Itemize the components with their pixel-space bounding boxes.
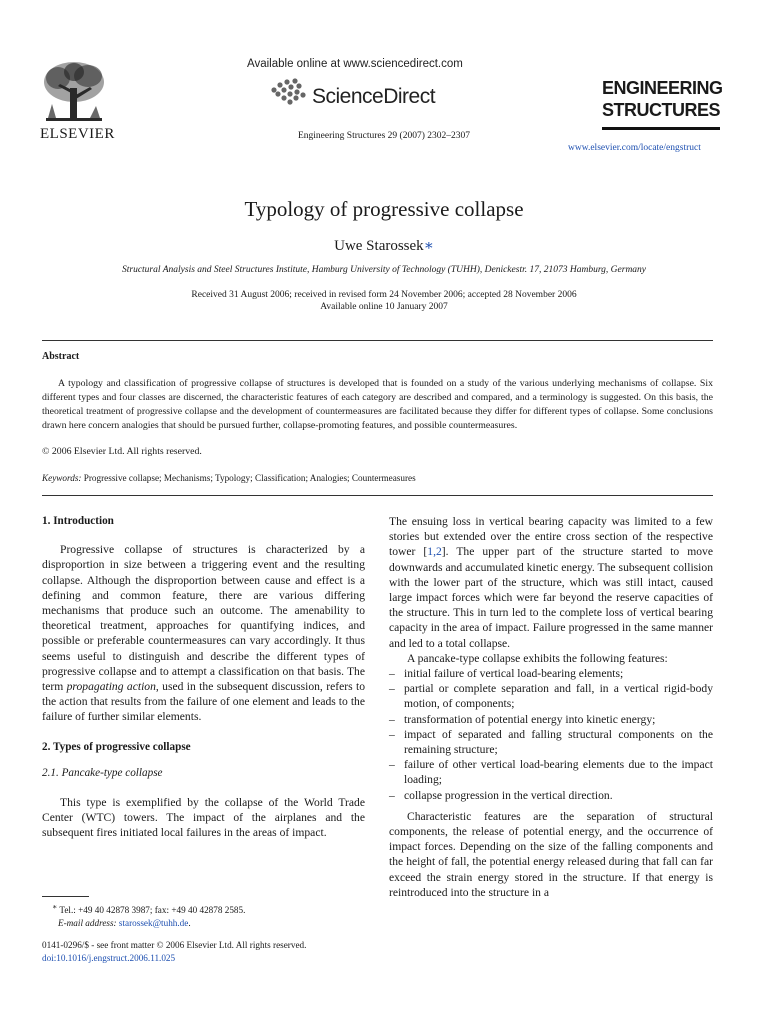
journal-logo-line1: ENGINEERING	[602, 78, 723, 98]
abstract-text	[42, 377, 713, 433]
elsevier-tree-logo	[38, 60, 110, 128]
footnote-rule	[42, 896, 89, 897]
intro-term: propagating action	[66, 680, 156, 694]
column-left	[42, 514, 365, 841]
article-title: Typology of progressive collapse	[244, 197, 524, 221]
features-intro: A pancake-type collapse exhibits the following features:	[407, 651, 668, 665]
list-item: – transformation of potential energy into kinetic energy;	[389, 712, 713, 727]
footnote-tel-text: Tel.: +49 40 42878 3987; fax: +49 40 42878 2585.	[59, 905, 246, 916]
keywords	[42, 473, 416, 483]
citation-link[interactable]: 1,2	[427, 545, 442, 559]
features-list	[389, 666, 713, 803]
email-label: E-mail address:	[58, 917, 117, 928]
footnote-email	[52, 917, 245, 930]
abstract-heading: Abstract	[42, 351, 80, 362]
keywords-list: Progressive collapse; Mechanisms; Typology; Classification; Analogies; Countermeasures	[83, 473, 416, 483]
list-item: – initial failure of vertical load-bearing elements;	[389, 666, 713, 681]
wtc-text-a: The ensuing loss in vertical bearing capacity was limited to a few stories but extended over the entire cross section of the respective tower [	[389, 515, 713, 559]
issn-line: 0141-0296/$ - see front matter © 2006 Elsevier Ltd. All rights reserved.	[42, 940, 307, 950]
page-footer	[42, 939, 306, 964]
footnote-tel	[52, 901, 245, 917]
pancake-intro-paragraph: This type is exemplified by the collapse of the World Trade Center (WTC) towers. The impact of the airplanes and the subsequent fires initiated local failures in the areas of impact.	[42, 796, 365, 840]
article-dates	[0, 289, 768, 313]
section-2-1-heading: 2.1. Pancake-type collapse	[42, 766, 163, 779]
footnote-mark: ∗	[52, 902, 58, 911]
footnote	[52, 901, 245, 929]
journal-logo	[602, 78, 723, 130]
doi-link[interactable]: doi:10.1016/j.engstruct.2006.11.025	[42, 952, 176, 963]
divider-bottom	[42, 495, 713, 496]
publisher-name: ELSEVIER	[40, 126, 115, 142]
available-online-text[interactable]: Available online at www.sciencedirect.com	[247, 58, 463, 70]
list-item: – failure of other vertical load-bearing elements due to the impact loading;	[389, 757, 713, 787]
list-item: – collapse progression in the vertical direction.	[389, 788, 713, 803]
received-dates: Received 31 August 2006; received in revised form 24 November 2006; accepted 28 November 2006	[191, 290, 577, 300]
intro-paragraph	[42, 542, 365, 724]
section-1-heading: 1. Introduction	[42, 515, 114, 527]
author-name: Uwe Starossek	[334, 238, 424, 254]
journal-url-link[interactable]: www.elsevier.com/locate/engstruct	[568, 143, 701, 153]
section-2-heading: 2. Types of progressive collapse	[42, 740, 191, 753]
list-item: – partial or complete separation and fall, in a vertical rigid-body motion, of components;	[389, 681, 713, 711]
column-right	[389, 514, 713, 900]
abstract-body: A typology and classification of progressive collapse of structures is developed that is founded on a study of the various underlying mechanisms of collapse. Six different types and four classes are discerned, the characteristic features of each category are described and compared, and a terminology is suggested. On this basis, the theoretical treatment of progressive collapse and the development of countermeasures are facilitated because they differ for different types of collapse. Some conclusions drawn here concern analogies that should be pursued further, collapse-promoting features, and possible countermeasures.	[42, 378, 713, 431]
sciencedirect-wordmark: ScienceDirect	[312, 85, 436, 108]
journal-citation: Engineering Structures 29 (2007) 2302–2307	[297, 131, 471, 141]
characteristics-paragraph: Characteristic features are the separation of structural components, the release of potential energy, and the occurrence of impact forces. Depending on the size of the falling components and the height of fall, the potential energy released during that fall can far exceed the strain energy stored in the structure. If that energy is reintroduced into the structure in a	[389, 809, 713, 899]
list-item: – impact of separated and falling structural components on the remaining structure;	[389, 727, 713, 757]
journal-logo-rule	[602, 127, 720, 130]
journal-logo-line2: STRUCTURES	[602, 100, 721, 120]
wtc-text-b: ]. The upper part of the structure started to move downwards and accumulated kinetic energy. The subsequent collision with the lower part of the structure, which was still intact, caused large impact forces which were far beyond the reserve capacities of the structure. This in turn led to the complete loss of vertical bearing capacity in the area of impact. Failure progressed in the same manner and led to a total collapse.	[389, 545, 713, 650]
intro-text-b: , used in the subsequent discussion, refers to the action that results from the failure of one element and leads to the failure of further similar elements.	[42, 680, 365, 724]
keywords-label: Keywords:	[42, 473, 82, 483]
abstract-copyright: © 2006 Elsevier Ltd. All rights reserved.	[42, 446, 202, 457]
divider-top	[42, 340, 713, 341]
author-line	[0, 236, 768, 255]
intro-text-a: Progressive collapse of structures is characterized by a disproportion in size between a triggering event and the resulting collapse. Although the disproportion between cause and effect is a defining and common feature, there are various differing mechanisms that produce such an outcome. The amenability to theoretical treatment, approaches for quantifying indices, and possible or preferable countermeasures can vary accordingly. It thus seems useful to distinguish and describe the different types of progressive collapse and to attempt a classification on that basis. The term	[42, 543, 365, 694]
affiliation: Structural Analysis and Steel Structures Institute, Hamburg University of Technology (TUHH), Denickestr. 17, 21073 Hamburg, Germany	[121, 265, 647, 275]
wtc-paragraph	[389, 514, 713, 651]
email-end: .	[188, 917, 191, 928]
author-footnote-link[interactable]: ∗	[423, 238, 434, 254]
email-link[interactable]: starossek@tuhh.de	[118, 917, 189, 928]
available-date: Available online 10 January 2007	[320, 302, 448, 312]
